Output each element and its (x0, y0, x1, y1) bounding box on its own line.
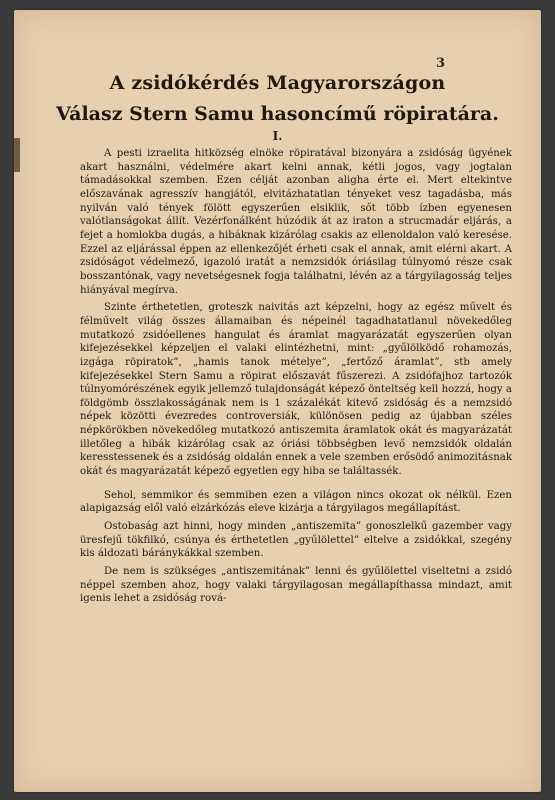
paragraph-2: Szinte érthetetlen, groteszk naivitás azt képzelni, hogy az egész művelt és félművelt világ összes államaiban és népeinél tagadhatatlanul növekedőleg mutatkozó zsidóellenes hangulat és áramlat magyarázatát egyszerűen olyan kifejezésekkel képzeljen el valaki elintézhetni, mint: „gyűlölködő rohamozás, izgága röpiratok”, „hamis tanok mételye”, „fertőző áramlat”, stb amely kifejezésekkel Stern Samu a röpirat előszavát fűszerezi. A zsidófajhoz tartozók túlnyomórészének egyik jellemző tulajdonságát képező önteltség kell hozzá, hogy a földgömb összlakosságának nem is 1 százalékát kitevő zsidóság és a nemzsidó népek közötti évezredes controversiák, különösen pedig az újabban széles népkörökben növekedőleg mutatkozó antiszemita áramlatok okát és magyarázatát illetőleg a hibák kizárólag csak az óriási többségben levő nemzsidók oldalán keresstessenek és a zsidóság oldalán ennek a vele szemben erősödő animozitásnak okát és magyarázatát képező egyetlen egy hiba se találtassék. (80, 302, 512, 478)
section-number: I. (272, 129, 283, 143)
body-text (80, 147, 512, 610)
paragraph-5: De nem is szükséges „antiszemitának” lenni és gyűlölettel viseltetni a zsidó néppel szemben ahoz, hogy valaki tárgyilagosan megállapíthassa mindazt, amit igenis lehet a zsidóság rová- (80, 566, 512, 605)
staple-mark (14, 138, 20, 172)
paragraph-3: Sehol, semmikor és semmiben ezen a világon nincs okozat ok nélkül. Ezen alapigazság elől való elzárkózás eleve kizárja a tárgyilagos megállapítást. (80, 489, 512, 515)
page-number: 3 (435, 56, 445, 71)
document-page (14, 10, 541, 792)
title-line-1: A zsidókérdés Magyarországon (109, 72, 446, 94)
paragraph-4: Ostobaság azt hinni, hogy minden „antiszemita” gonoszlelkű gazember vagy üresfejű tökfilkó, csúnya és érthetetlen „gyűlölettel” eltelve a zsidókkal, szegény kis áldozati báránykákkal szemben. (80, 521, 512, 560)
paragraph-1: A pesti izraelita hitközség elnöke röpiratával bizonyára a zsidóság ügyének akart használni, védelmére akart kelni annak, kétli jogos, vagy jogtalan támadásokkal szemben. Ezen célját azonban aligha érte el. Mert eltekintve előszavának agresszív hangjától, elvitázhatatlan tényeket vesz tagadásba, más nyilván való tények fölött egyszerűen elsiklik, sőt több ízben egyenesen valótlanságokat állít. Vezérfonálként húzódik át az iraton a strucmadár eljárás, a fejet a homlokba dugás, a hibáknak kizárólag csakis az ellenoldalon való keresése. Ezzel az eljárással éppen az ellenkezőjét érheti csak el annak, amit elérni akart. A zsidóságot védelmező, igazoló iratát a nemzsidók óriásilag túlnyomó része csak bosszantónak, vagy nevetségesnek fogja találhatni, lévén az a tárgyilagosság teljes hiányával megírva. (80, 148, 512, 296)
title-line-2: Válasz Stern Samu hasoncímű röpiratára. (56, 103, 499, 125)
